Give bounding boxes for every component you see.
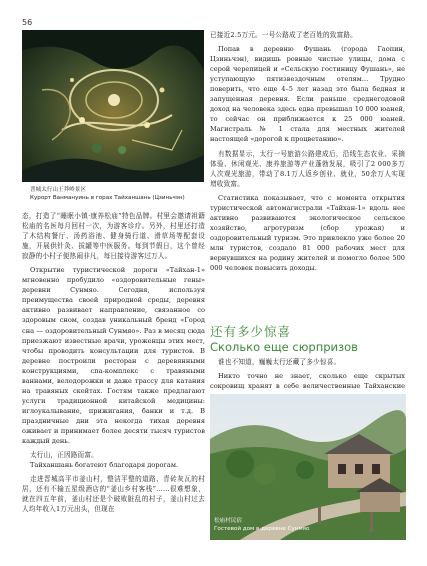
top-photo-caption-ru: Курорт Ванмануинь в горах Тайханшань (Цзиньчэн) xyxy=(30,194,185,201)
page-number: 56 xyxy=(22,18,33,27)
left-column xyxy=(22,211,205,514)
bottom-photo-caption xyxy=(214,518,404,533)
section-heading-cn: 还有多少惊喜 xyxy=(210,324,292,339)
paragraph: Статистика показывает, что с момента открытия туристической автомагистрали «Тайхан-1» вдоль нее активно развиваются экологическое сельское хозяйство, агротуризм (сбор урожая) и оздоровительный туризм. Это привлекло уже более 20 млн туристов, создало 81 000 рабочих мест для вернувшихся на родину жителей и помогло более 500 000 человек повысить доходы. xyxy=(210,193,405,273)
resort-aerial-photo xyxy=(22,30,204,182)
section-heading-ru: Сколько еще сюрпризов xyxy=(210,340,358,354)
paragraph: 已接近2.5万元。一号公路成了老百姓的致富路。 xyxy=(210,31,357,39)
paragraph: 有数据显示，太行一号旅游公路建成后，沿线生态农业、采摘体验、休闲观光、康养旅游等产业蓬勃发展，吸引了2 000多万人次观光旅游，带动了8.1万人返乡创业、就业，50余万人实现增收致富。 xyxy=(210,149,405,188)
paragraph: 太行山，正因路而富。 xyxy=(30,451,98,460)
section-heading xyxy=(210,322,405,354)
paragraph: Тайханшань богатеют благодаря дорогам. xyxy=(30,461,179,470)
bottom-photo-caption-cn: 松庙村民宿 xyxy=(214,518,242,524)
top-photo-caption-cn: 普城太行山王莽岭景区 xyxy=(30,187,86,193)
top-photo-caption xyxy=(30,187,205,202)
paragraph: Никто точно не знает, сколько еще скрытых сокровищ хранят в себе величественные Тайханские xyxy=(210,372,405,391)
paragraph: 走进晋城高平市釜山村，整洁平整的道路、青砖灰瓦的村居，还有不输五星级酒店的“釜山乡村客栈”……很难想象，就在四五年前，釜山村还是个破败脏乱的村子，釜山村过去人均年收入1万元出头，但现在 xyxy=(22,475,205,514)
paragraph: Открытие туристической дороги «Тайхан-1» мгновенно пробудило «оздоровительные гены» деревни Сунмяо. Сегодня, используя преимущества своей природной среды, деревня активно развивает направление, связанное со здоровым сном, создав уникальный бренд «Город сна — оздоровительный Сунмяо». Раз в месяц сюда приезжают известные врачи, уроженцы этих мест, чтобы проводить консультации для туристов. В деревне построили ресторан с деревянными конструкциями, спа-комплекс с травяными ваннами, велодорожки и даже трассу для катания на травяных скейтах. Гостям также предлагают услуги традиционной китайской медицины: иглоукалывание, прижигания, банки и т.д. В праздничные дни эта некогда тихая деревня оживает и принимает более десяти тысяч туристов каждый день. xyxy=(22,266,205,446)
paragraph: 态，打造了“睡眠小镇·康养松庙”特色品牌。村里会邀请祖籍松庙的名医每月回村一次，为游客诊疗。另外，村里还打造了木结构餐厅、汤药浴池、健身骑行道、滑草场等配套设施，开展供针灸、拔罐等中医服务。每到节假日，这个曾经寂静的小村子便热闹非凡，每日接待游客过万人。 xyxy=(22,212,205,261)
right-column-top xyxy=(210,30,405,273)
paragraph: 谁也不知道，巍巍太行还藏了多少惊喜。 xyxy=(218,358,341,366)
bottom-photo-caption-ru: Гостевой дом в деревне Сунмяо xyxy=(214,525,310,532)
paragraph: Попав в деревню Фушань (города Гаопин, Цзиньчэн), видишь ровные чистые улицы, дома с серой черепицей и «Сельскую гостиницу Фушань», не уступающую пятизвездочным отелям… Трудно поверить, что еще 4–5 лет назад это была бедная и запущенная деревня. Если раньше среднегодовой доход на человека здесь едва превышал 10 000 юаней, то сейчас он приближается к 25 000 юаней. Магистраль № 1 стала для местных жителей настоящей «дорогой к процветанию». xyxy=(210,45,405,144)
